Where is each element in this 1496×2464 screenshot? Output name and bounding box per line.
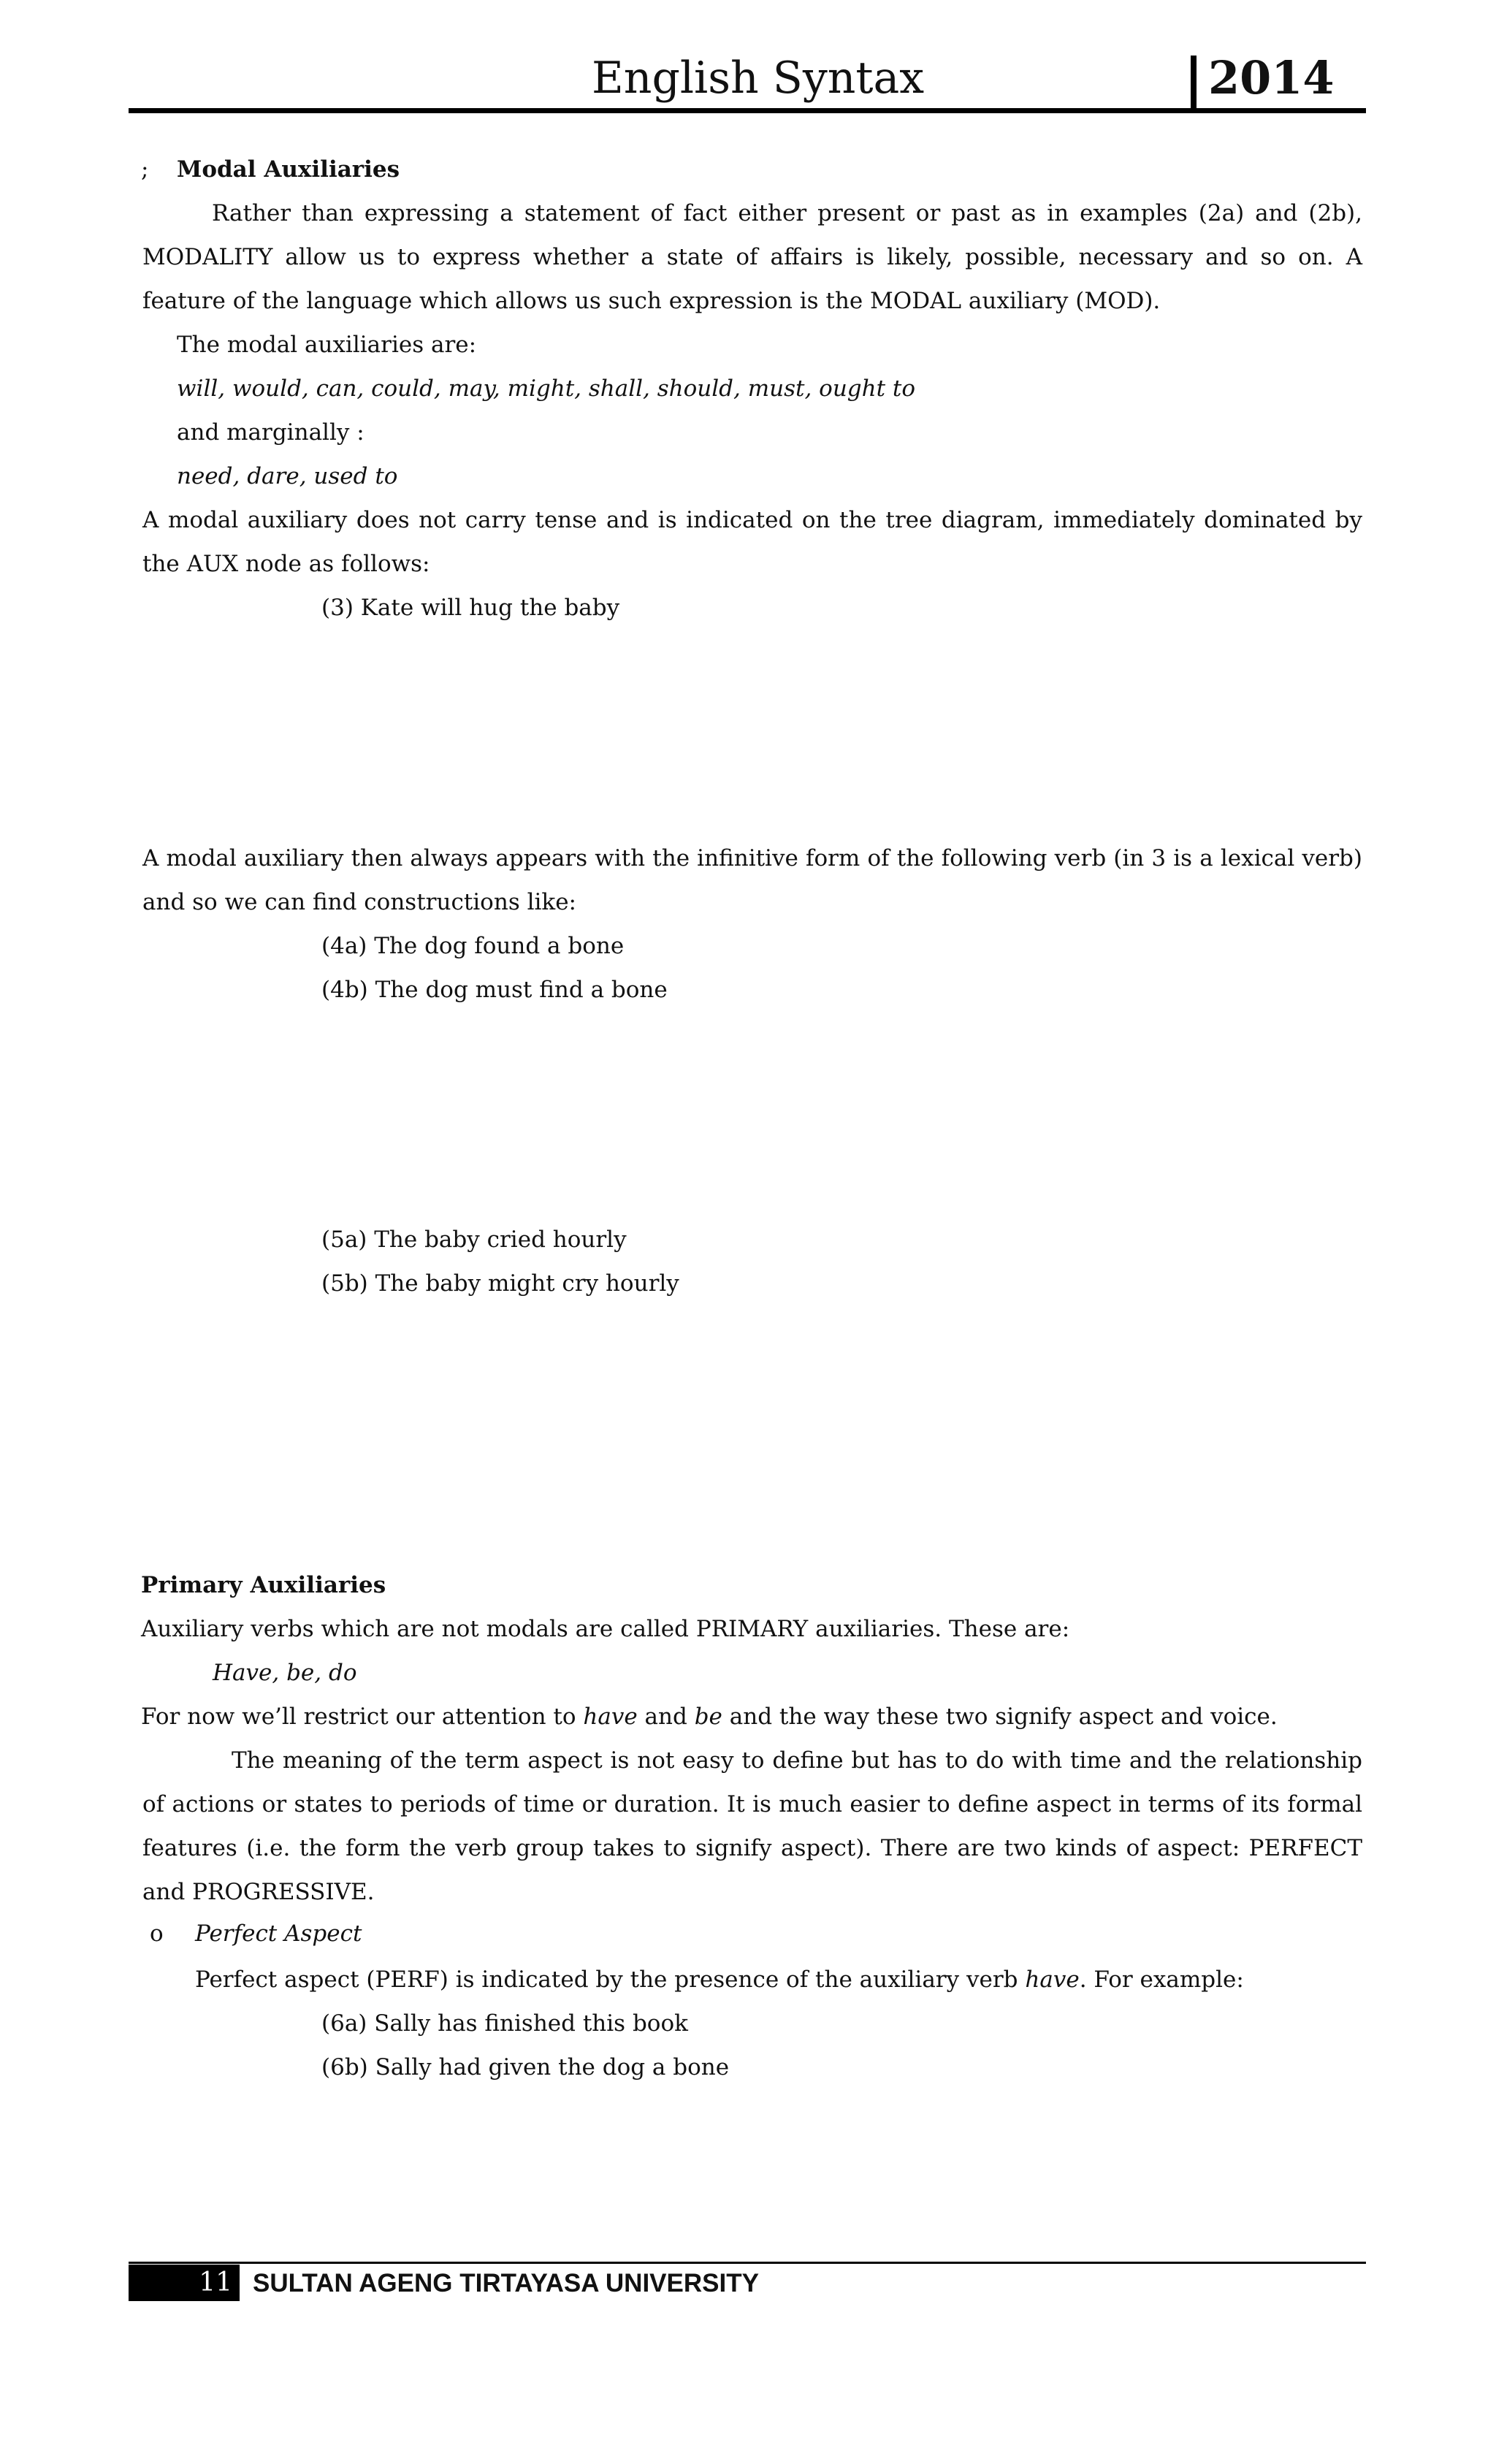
restrict-text-1: For now we’ll restrict our attention to [141, 1704, 584, 1730]
marginal-intro: and marginally : [177, 419, 365, 446]
perfect-intro-text-1: Perfect aspect (PERF) is indicated by the presence of the auxiliary verb [195, 1967, 1026, 1993]
header-year: 2014 [1208, 51, 1335, 104]
modal-paragraph-1: Rather than expressing a statement of fact either present or past as in examples (2a) and (2b), MODALITY allow us to express whether a state of affairs is likely, possible, necessary and so on. A feature of the language which allows us such expression is the MODAL auxiliary (MOD). [142, 200, 1362, 314]
page-number: 11 [199, 2267, 232, 2297]
perfect-bullet: o [150, 1921, 164, 1947]
restrict-have: have [583, 1704, 638, 1730]
section-bullet: ; [141, 156, 149, 183]
modal-list: will, would, can, could, may, might, shall, should, must, ought to [177, 375, 916, 402]
restrict-text-3: and the way these two signify aspect and voice. [722, 1704, 1278, 1730]
example-4b: (4b) The dog must find a bone [321, 977, 668, 1003]
primary-list: Have, be, do [213, 1660, 357, 1686]
example-4a: (4a) The dog found a bone [321, 933, 625, 959]
modal-paragraph-3: A modal auxiliary then always appears with the infinitive form of the following verb (in 3 is a lexical verb) and so we can find constructions like: [142, 845, 1362, 915]
perfect-heading: Perfect Aspect [195, 1921, 362, 1947]
modal-paragraph-2: A modal auxiliary does not carry tense and is indicated on the tree diagram, immediately dominated by the AUX node as follows: [142, 507, 1362, 577]
restrict-be: be [694, 1704, 722, 1730]
footer-university: SULTAN AGENG TIRTAYASA UNIVERSITY [253, 2269, 759, 2297]
perfect-intro-text-2: . For example: [1079, 1967, 1244, 1993]
example-3: (3) Kate will hug the baby [321, 595, 620, 621]
example-5a: (5a) The baby cried hourly [321, 1227, 627, 1253]
restrict-text-2: and [637, 1704, 695, 1730]
perfect-intro [195, 1958, 1244, 2002]
footer-rule [129, 2262, 1366, 2264]
example-6a: (6a) Sally has finished this book [321, 2010, 688, 2037]
modal-list-intro: The modal auxiliaries are: [177, 332, 477, 358]
header-rule [129, 108, 1366, 113]
aspect-paragraph: The meaning of the term aspect is not easy to define but has to do with time and the relationship of actions or states to periods of time or duration. It is much easier to define aspect in terms of its formal features (i.e. the form the verb group takes to signify aspect). There are two kinds of aspect: PERFECT and PROGRESSIVE. [142, 1747, 1362, 1905]
footer-page-box [129, 2265, 240, 2301]
perfect-intro-have: have [1025, 1967, 1080, 1993]
example-5b: (5b) The baby might cry hourly [321, 1270, 679, 1297]
primary-restrict-sentence [141, 1695, 1278, 1739]
primary-intro: Auxiliary verbs which are not modals are called PRIMARY auxiliaries. These are: [141, 1616, 1070, 1642]
marginal-list: need, dare, used to [177, 463, 398, 489]
header-title: English Syntax [592, 53, 925, 104]
example-6b: (6b) Sally had given the dog a bone [321, 2054, 730, 2080]
modal-heading: Modal Auxiliaries [177, 156, 400, 183]
primary-heading: Primary Auxiliaries [141, 1572, 386, 1598]
header-divider [1191, 56, 1197, 111]
